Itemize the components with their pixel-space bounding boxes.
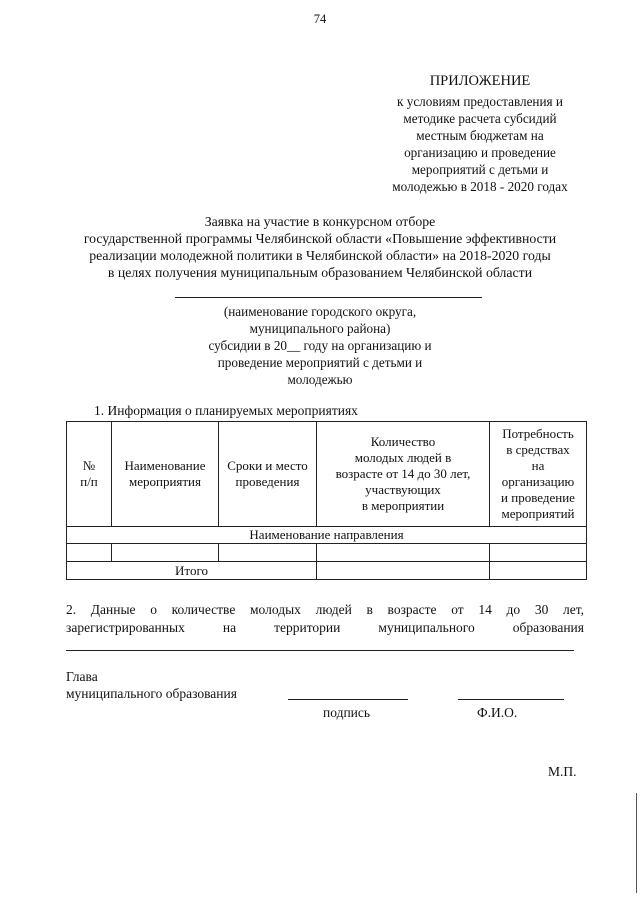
column-header-dates-place: Сроки и место проведения: [219, 422, 317, 527]
page-number: 74: [313, 12, 327, 26]
table-header-row: [67, 422, 587, 527]
appendix-line: местным бюджетам на: [416, 128, 544, 143]
appendix-line: к условиям предоставления и: [397, 94, 563, 109]
application-title-line: реализации молодежной политики в Челябинской области» на 2018-2020 годы: [89, 248, 551, 263]
appendix-title: ПРИЛОЖЕНИЕ: [429, 73, 531, 89]
municipality-caption-line: муниципального района): [249, 321, 391, 336]
application-title-line: в целях получения муниципальным образованием Челябинской области: [107, 265, 533, 280]
appendix-line: организацию и проведение: [404, 145, 556, 160]
column-header-number: № п/п: [67, 422, 112, 527]
stamp-place: М.П.: [548, 764, 577, 779]
table-total-row: [67, 562, 587, 580]
table-cell: [317, 562, 490, 580]
section2-line: зарегистрированных на территории муниципального образования: [66, 620, 584, 635]
name-caption: Ф.И.О.: [477, 705, 518, 720]
application-title-line: государственной программы Челябинской области «Повышение эффективности: [83, 231, 557, 246]
municipality-name-line: [175, 297, 482, 298]
name-line: [458, 699, 564, 700]
table-cell: [112, 544, 219, 562]
municipality-caption-line: субсидии в 20__ году на организацию и: [208, 338, 432, 353]
appendix-line: мероприятий с детьми и: [411, 162, 549, 177]
municipality-caption-line: молодежью: [287, 372, 353, 387]
table-cell: [490, 544, 587, 562]
table-cell: [317, 544, 490, 562]
municipality-caption-line: проведение мероприятий с детьми и: [217, 355, 423, 370]
section1-heading: 1. Информация о планируемых мероприятиях: [94, 403, 358, 418]
signature-label: муниципального образования: [66, 686, 237, 701]
table-cell: [67, 544, 112, 562]
column-header-participants: Количество молодых людей в возрасте от 14 до 30 лет, участвующих в мероприятии: [317, 422, 490, 527]
signature-label: Глава: [66, 669, 98, 684]
section2-line: 2. Данные о количестве молодых людей в возрасте от 14 до 30 лет,: [66, 602, 584, 617]
events-table: [66, 421, 587, 580]
application-title-line: Заявка на участие в конкурсном отборе: [204, 214, 436, 229]
table-cell: [490, 562, 587, 580]
table-cell: [219, 544, 317, 562]
total-label-cell: Итого: [67, 562, 317, 580]
appendix-line: молодежью в 2018 - 2020 годах: [392, 179, 568, 194]
column-header-funding-need: Потребность в средствах на организацию и проведение мероприятий: [490, 422, 587, 527]
signature-line: [288, 699, 408, 700]
direction-name-cell: Наименование направления: [67, 527, 587, 544]
table-direction-row: [67, 527, 587, 544]
fill-in-line: [66, 650, 574, 651]
column-header-event-name: Наименование мероприятия: [112, 422, 219, 527]
municipality-caption-line: (наименование городского округа,: [223, 304, 417, 319]
scan-edge-mark: [636, 793, 637, 893]
appendix-line: методике расчета субсидий: [403, 111, 557, 126]
table-row: [67, 544, 587, 562]
signature-caption: подпись: [323, 705, 371, 720]
